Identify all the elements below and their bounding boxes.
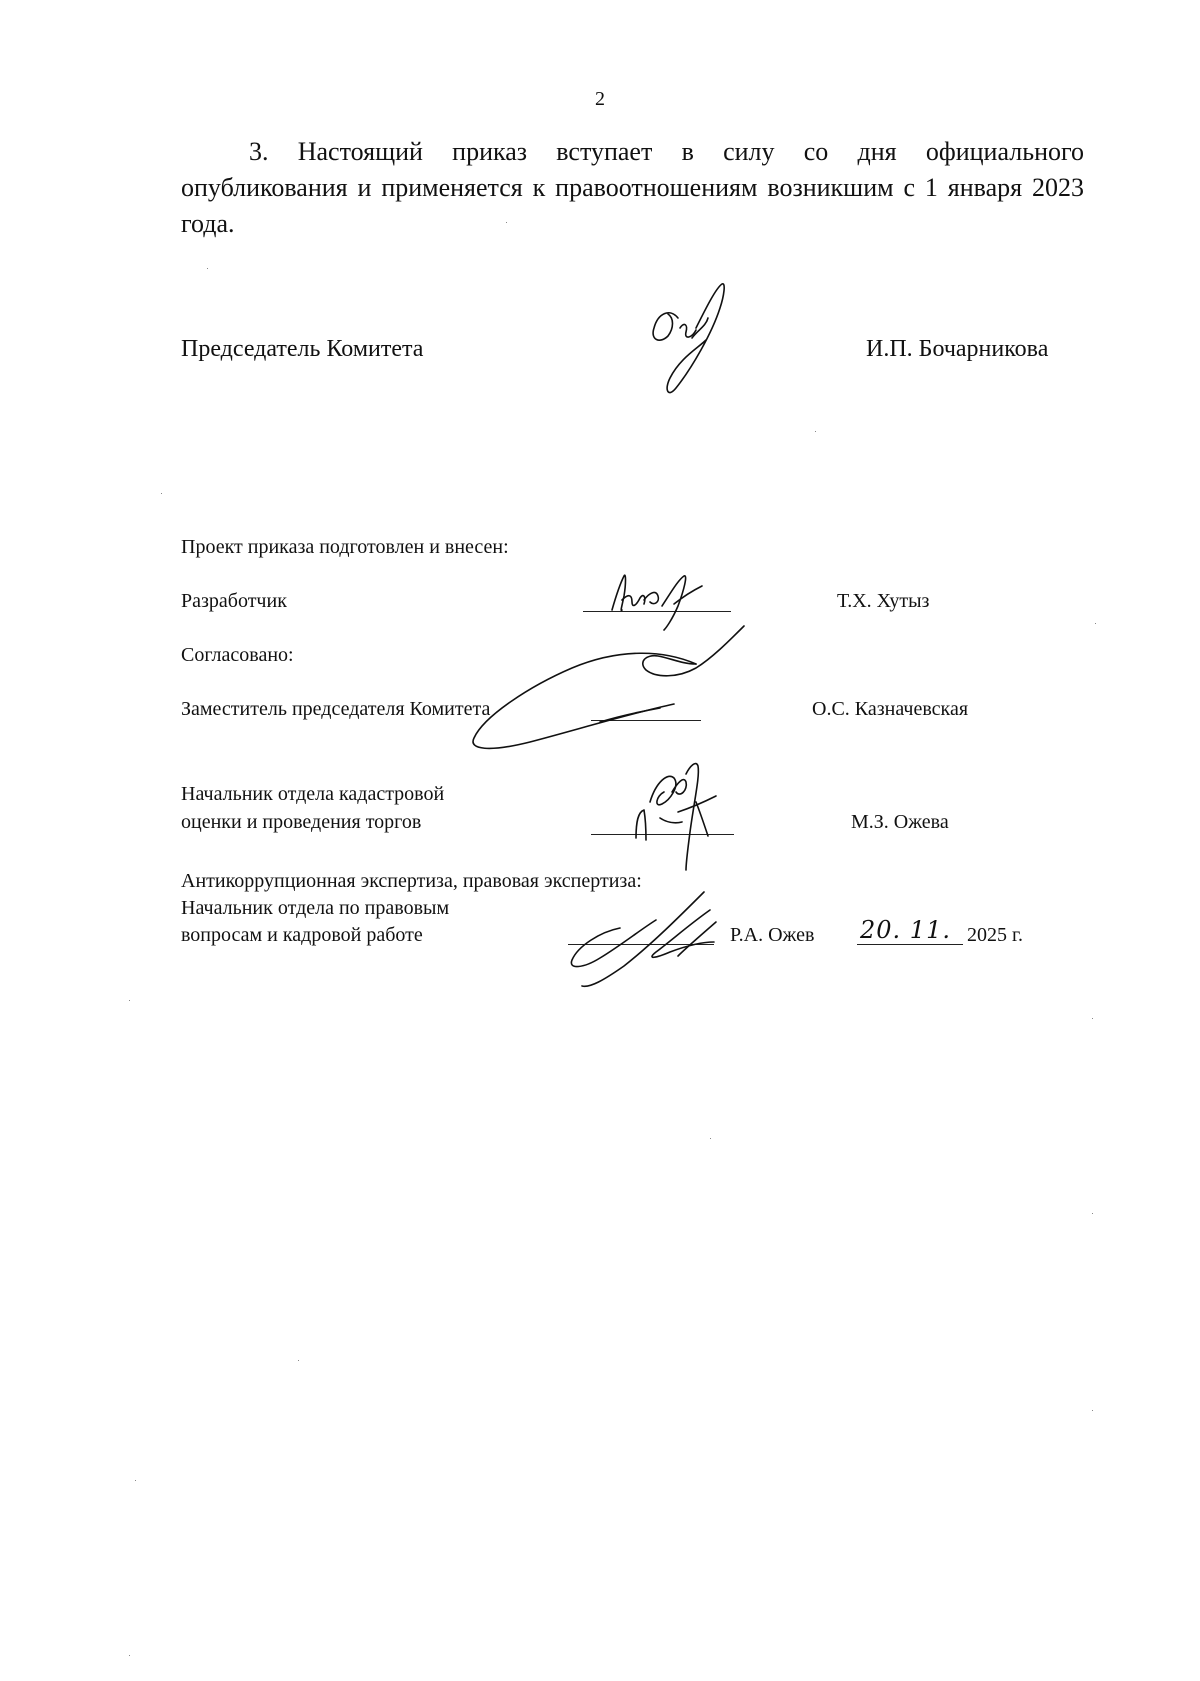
date-line	[857, 944, 963, 945]
scan-speck	[1092, 1018, 1093, 1019]
effective-date-paragraph	[181, 134, 1084, 242]
expertise-label-line1: Начальник отдела по правовым	[181, 897, 450, 919]
cadastral-label-line1: Начальник отдела кадастровой	[181, 783, 445, 805]
expertise-label-line2: вопросам и кадровой работе	[181, 924, 423, 946]
expertise-signature	[560, 880, 740, 990]
paragraph-rest: опубликования и применяется к правоотношениям возникшим с 1 января 2023 года.	[181, 173, 1084, 238]
scan-speck	[129, 1655, 130, 1656]
scan-speck	[1095, 623, 1096, 624]
scan-speck	[161, 493, 162, 494]
expertise-name: Р.А. Ожев	[730, 924, 815, 946]
scan-speck	[1092, 1410, 1093, 1411]
scan-speck	[207, 268, 208, 269]
handwritten-date: 20. 11.	[860, 916, 951, 944]
cadastral-signature	[620, 752, 740, 882]
approvals-heading: Проект приказа подготовлен и внесен:	[181, 536, 509, 558]
deputy-name: О.С. Казначевская	[812, 698, 969, 720]
deputy-label: Заместитель председателя Комитета	[181, 698, 491, 720]
developer-name: Т.Х. Хутыз	[837, 590, 930, 612]
scan-speck	[135, 1480, 136, 1481]
scan-speck	[129, 1000, 130, 1001]
scan-speck	[815, 431, 816, 432]
scan-speck	[298, 1360, 299, 1361]
chairman-position: Председатель Комитета	[181, 336, 424, 362]
chairman-signature	[640, 278, 740, 403]
page-number: 2	[595, 88, 605, 110]
developer-label: Разработчик	[181, 590, 287, 612]
scan-speck	[710, 1138, 711, 1139]
scan-speck	[1092, 1213, 1093, 1214]
chairman-name: И.П. Бочарникова	[866, 336, 1049, 362]
deputy-signature	[460, 618, 760, 758]
expertise-year: 2025 г.	[967, 924, 1023, 946]
agreed-label: Согласовано:	[181, 644, 294, 666]
cadastral-name: М.З. Ожева	[851, 811, 949, 833]
cadastral-label-line2: оценки и проведения торгов	[181, 811, 422, 833]
expertise-heading: Антикоррупционная экспертиза, правовая экспертиза:	[181, 870, 642, 892]
paragraph-line-1: 3. Настоящий приказ вступает в силу со дня официального	[249, 137, 1084, 166]
scan-speck	[506, 222, 507, 223]
